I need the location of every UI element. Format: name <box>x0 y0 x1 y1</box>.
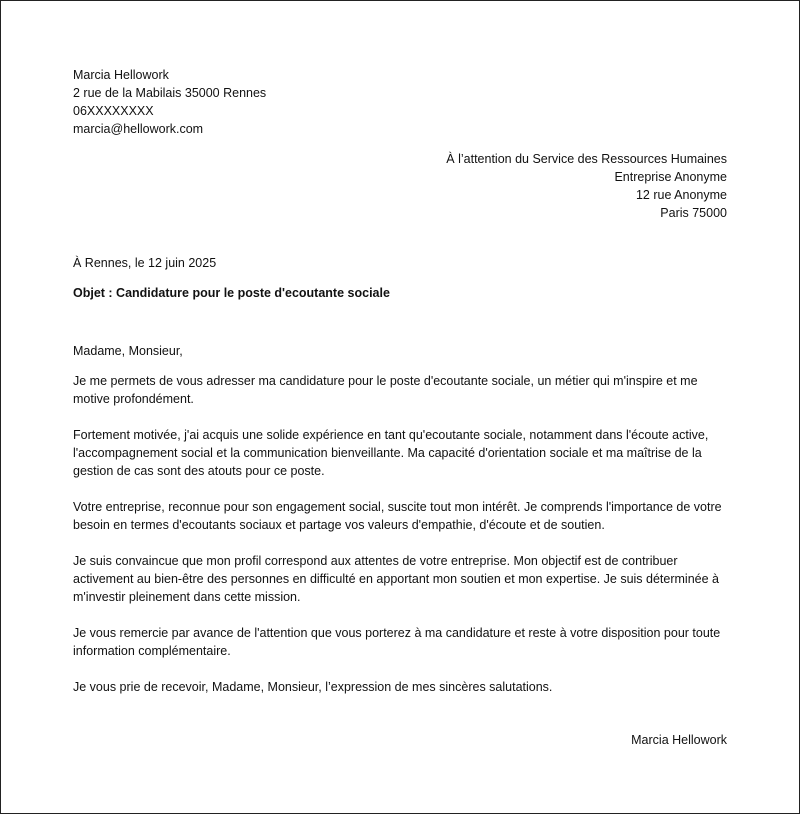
paragraph-motivation: Je suis convaincue que mon profil correspond aux attentes de votre entreprise. Mon objectif est de contribuer activement au bien-être des personnes en difficulté en apportant mon soutien et mon expertise. Je suis déterminée à m'investir pleinement dans cette mission. <box>73 554 719 604</box>
salutation: Madame, Monsieur, <box>73 344 183 358</box>
paragraph-closing: Je vous prie de recevoir, Madame, Monsieur, l’expression de mes sincères salutations. <box>73 680 553 694</box>
letter-body <box>73 342 733 714</box>
letter-subject: Objet : Candidature pour le poste d'ecoutante sociale <box>73 286 390 300</box>
paragraph-intro: Je me permets de vous adresser ma candidature pour le poste d'ecoutante sociale, un métier qui m'inspire et me motive profondément. <box>73 374 698 406</box>
sender-address: 2 rue de la Mabilais 35000 Rennes <box>73 86 267 100</box>
recipient-attention: À l’attention du Service des Ressources Humaines <box>446 152 727 166</box>
paragraph-experience: Fortement motivée, j'ai acquis une solide expérience en tant qu'ecoutante sociale, notamment dans l'écoute active, l'accompagnement social et la communication bienveillante. Ma capacité d'orientation sociale et ma maîtrise de la gestion de cas sont des atouts pour ce poste. <box>73 428 709 478</box>
sender-email: marcia@hellowork.com <box>73 122 204 136</box>
sender-name: Marcia Hellowork <box>73 68 169 82</box>
sender-phone: 06XXXXXXXX <box>73 104 154 118</box>
recipient-block <box>446 150 727 222</box>
paragraph-company: Votre entreprise, reconnue pour son engagement social, suscite tout mon intérêt. Je comprends l'importance de votre besoin en termes d'ecoutants sociaux et partage vos valeurs d'empathie, d'écoute et de soutien. <box>73 500 722 532</box>
signature: Marcia Hellowork <box>631 733 727 747</box>
recipient-street: 12 rue Anonyme <box>635 188 727 202</box>
letter-date: À Rennes, le 12 juin 2025 <box>73 256 217 270</box>
sender-block <box>73 66 266 138</box>
paragraph-thanks: Je vous remercie par avance de l'attention que vous porterez à ma candidature et reste à votre disposition pour toute information complémentaire. <box>73 626 721 658</box>
recipient-city: Paris 75000 <box>660 206 727 220</box>
recipient-company: Entreprise Anonyme <box>614 170 727 184</box>
